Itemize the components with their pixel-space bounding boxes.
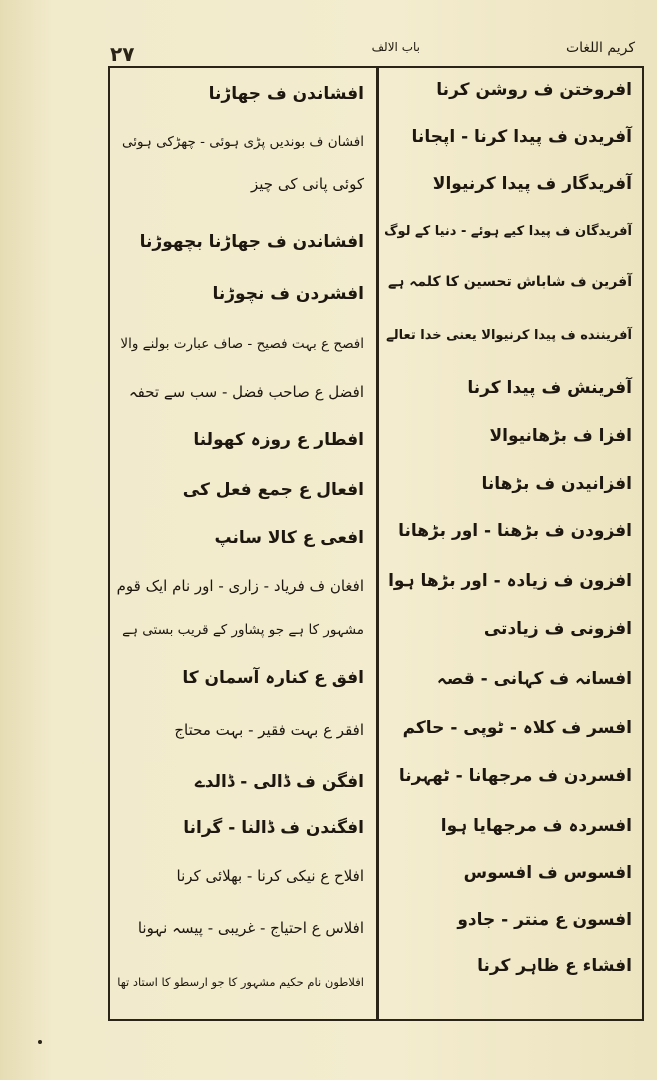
- entry: افلاس ع احتیاج - غریبی - پیسہ نہونا: [137, 919, 364, 937]
- entry: افطار ع روزہ کھولنا: [193, 430, 364, 450]
- section-title: باب الالف: [371, 40, 420, 54]
- entry: افضل ع صاحب فضل - سب سے تحفہ: [128, 383, 364, 401]
- entry: مشہور کا ہے جو پشاور کے قریب بستی ہے: [122, 622, 364, 638]
- book-title: کریم اللغات: [565, 40, 635, 56]
- entry: افلاح ع نیکی کرنا - بھلائی کرنا: [176, 867, 364, 885]
- entry: آفرین ف شاباش تحسین کا کلمہ ہے: [387, 274, 632, 290]
- entry: افروختن ف روشن کرنا: [436, 80, 632, 100]
- entry: افزانیدن ف بڑھانا: [481, 474, 632, 494]
- entry: افزا ف بڑھانیوالا: [489, 426, 632, 446]
- right-column: [380, 66, 642, 1021]
- entry: افگن ف ڈالی - ڈالدے: [194, 772, 364, 792]
- left-column: [110, 66, 374, 1021]
- entry: افغان ف فریاد - زاری - اور نام ایک قوم: [116, 577, 364, 595]
- page-header: [100, 28, 645, 66]
- entry: افشردن ف نچوڑنا: [212, 284, 364, 304]
- entry: افق ع کنارہ آسمان کا: [182, 668, 364, 688]
- entry: افسردن ف مرجھانا - ٹھہرنا: [398, 766, 632, 786]
- entry: آفریدگار ف پیدا کرنیوالا: [432, 174, 632, 194]
- entry: افسر ف کلاہ - ٹوپی - حاکم: [402, 718, 632, 738]
- entry: افگندن ف ڈالنا - گرانا: [183, 818, 364, 838]
- ink-speck: [38, 1040, 42, 1044]
- entry: افعی ع کالا سانپ: [214, 528, 364, 548]
- entry: کوئی پانی کی چیز: [250, 175, 364, 193]
- entry: آفریننده ف پیدا کرنیوالا یعنی خدا تعالے: [386, 328, 632, 343]
- entry: افسانہ ف کہانی - قصہ: [436, 669, 632, 689]
- entry: افزودن ف بڑھنا - اور بڑھانا: [398, 521, 632, 541]
- entry: افشاندن ف جھاڑنا بچھوڑنا: [139, 232, 364, 252]
- entry: افزونی ف زیادتی: [483, 619, 632, 639]
- entry: آفریدگان ف پیدا کیے ہوئے - دنیا کے لوگ: [384, 224, 632, 239]
- column-divider: [376, 66, 379, 1021]
- entry: افسوس ف افسوس: [463, 863, 632, 883]
- entry: افعال ع جمع فعل کی: [182, 480, 364, 500]
- page-number: ۲۷: [110, 42, 135, 66]
- entry: آفرینش ف پیدا کرنا: [467, 378, 632, 398]
- entry: افقر ع بہت فقیر - بہت محتاج: [174, 721, 364, 739]
- entry: افشاء ع ظاہر کرنا: [477, 956, 632, 976]
- entry: افشاندن ف جھاڑنا: [208, 84, 364, 104]
- entry: افشان ف بوندیں پڑی ہوئی - چھڑکی ہوئی: [121, 134, 364, 150]
- entry: افسون ع منتر - جادو: [457, 910, 632, 930]
- entry: افزون ف زیادہ - اور بڑھا ہوا: [388, 571, 632, 591]
- entry: افصح ع بہت فصیح - صاف عبارت بولنے والا: [120, 336, 364, 352]
- entry: افلاطون نام حکیم مشہور کا جو ارسطو کا استاد تھا: [117, 975, 364, 989]
- entry: آفریدن ف پیدا کرنا - اپجانا: [411, 127, 632, 147]
- entry: افسردہ ف مرجھایا ہوا: [440, 816, 632, 836]
